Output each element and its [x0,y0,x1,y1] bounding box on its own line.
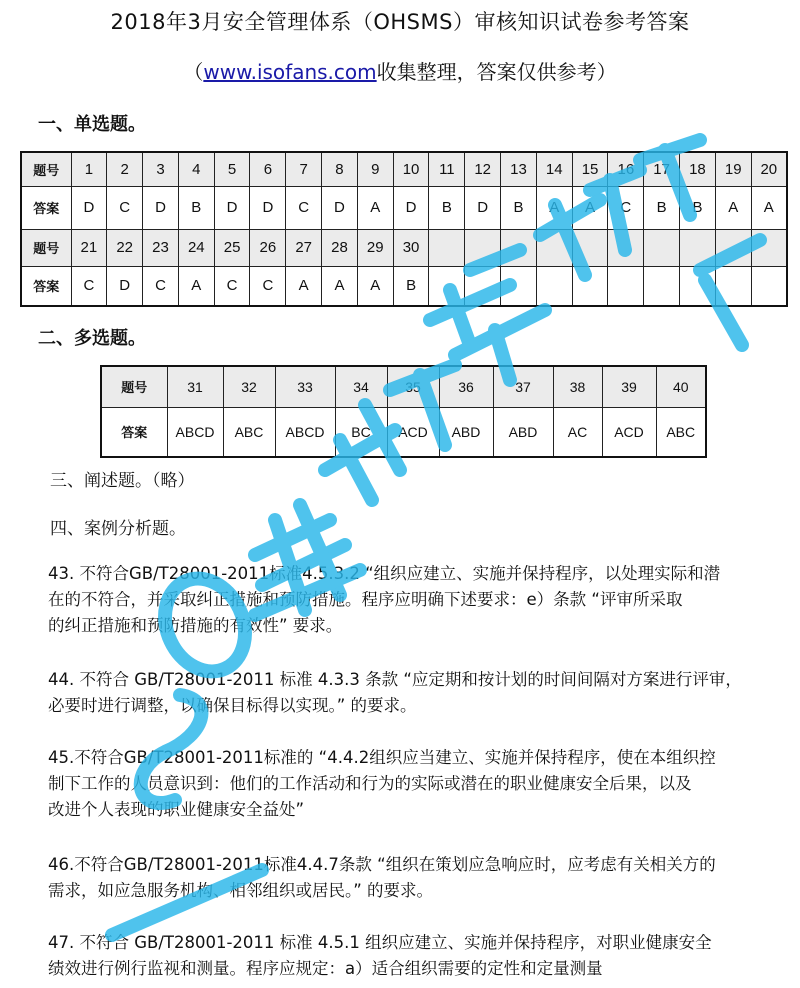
table-cell: 40 [656,366,706,407]
table-cell: C [71,266,107,306]
table-cell: 30 [393,229,429,266]
page-title: 2018年3月安全管理体系（OHSMS）审核知识试卷参考答案 [110,10,690,34]
table-cell: 35 [387,366,439,407]
table-cell: C [107,186,143,229]
table-cell: 17 [644,152,680,186]
table-cell: 4 [178,152,214,186]
table-cell: B [644,186,680,229]
case-line: 46.不符合GB/T28001-2011标准4.4.7条款 “组织在策划应急响应时，应考虑有关相关方的 [48,855,716,874]
table-cell: 25 [214,229,250,266]
table-cell: D [107,266,143,306]
empty-cell [429,229,465,266]
table-cell: C [608,186,644,229]
empty-cell [429,266,465,306]
case-answer-q46 [48,852,778,904]
table-cell: B [680,186,716,229]
table-cell: A [715,186,751,229]
empty-cell [715,266,751,306]
table-cell: 32 [223,366,275,407]
table-cell: A [357,186,393,229]
table-cell: 16 [608,152,644,186]
table-cell: 39 [602,366,656,407]
table-cell: 22 [107,229,143,266]
table-cell: ABC [223,407,275,457]
table-cell: 36 [439,366,493,407]
table-cell: A [322,266,358,306]
multi-number-row [101,366,706,407]
table-cell: B [501,186,537,229]
table-cell: 18 [680,152,716,186]
table-cell: 21 [71,229,107,266]
table-cell: C [286,186,322,229]
table-cell: AC [553,407,602,457]
table-cell: 3 [143,152,179,186]
table-cell: ABCD [275,407,335,457]
empty-cell [608,229,644,266]
multi-choice-table [100,365,707,458]
answer-row-2-label: 答案 [21,266,71,306]
table-cell: 14 [536,152,572,186]
case-line: 改进个人表现的职业健康安全益处” [48,800,305,819]
case-line: 需求，如应急服务机构、相邻组织或居民。” 的要求。 [48,881,434,900]
section-multi-choice: 二、多选题。 [38,328,146,349]
table-cell: 24 [178,229,214,266]
table-cell: B [178,186,214,229]
table-cell: D [322,186,358,229]
table-cell: ABCD [167,407,223,457]
table-cell: A [572,186,608,229]
table-cell: 27 [286,229,322,266]
table-cell: 37 [493,366,553,407]
table-cell: 8 [322,152,358,186]
number-row-1 [21,152,787,186]
table-cell: ACD [387,407,439,457]
empty-cell [644,229,680,266]
case-answer-q47 [48,930,778,982]
case-answer-q44 [48,667,778,719]
table-cell: 7 [286,152,322,186]
subtitle-open: （ [183,60,204,84]
table-cell: 23 [143,229,179,266]
table-cell: A [178,266,214,306]
table-cell: D [214,186,250,229]
case-line: 44. 不符合 GB/T28001-2011 标准 4.3.3 条款 “应定期和按计划的时间间隔对方案进行评审， [48,670,742,689]
table-cell: D [465,186,501,229]
table-cell: 9 [357,152,393,186]
table-cell: B [393,266,429,306]
case-line: 43. 不符合GB/T28001-2011标准4.5.3.2 “组织应建立、实施并保持程序，以处理实际和潜 [48,564,721,583]
answer-row-1 [21,186,787,229]
case-line: 绩效进行例行监视和测量。程序应规定：a）适合组织需要的定性和定量测量 [48,959,603,978]
number-row-1-label: 题号 [21,152,71,186]
empty-cell [465,229,501,266]
table-cell: ABC [656,407,706,457]
table-cell: BC [335,407,387,457]
table-cell: 34 [335,366,387,407]
section-single-choice: 一、单选题。 [38,114,146,135]
table-cell: 1 [71,152,107,186]
table-cell: D [143,186,179,229]
table-cell: A [536,186,572,229]
table-cell: 38 [553,366,602,407]
section-case-analysis: 四、案例分析题。 [50,519,186,539]
multi-number-row-label: 题号 [101,366,167,407]
table-cell: 6 [250,152,286,186]
table-cell: ACD [602,407,656,457]
table-cell: 12 [465,152,501,186]
case-answer-q43 [48,561,778,639]
table-cell: 33 [275,366,335,407]
multi-answer-row [101,407,706,457]
answer-row-1-label: 答案 [21,186,71,229]
empty-cell [751,266,787,306]
table-cell: ABD [439,407,493,457]
number-row-2 [21,229,787,266]
table-cell: 20 [751,152,787,186]
table-cell: B [429,186,465,229]
empty-cell [536,229,572,266]
table-cell: C [250,266,286,306]
empty-cell [501,229,537,266]
empty-cell [572,229,608,266]
number-row-2-label: 题号 [21,229,71,266]
table-cell: A [286,266,322,306]
case-line: 在的不符合，并采取纠正措施和预防措施。程序应明确下述要求：e）条款 “评审所采取 [48,590,683,609]
table-cell: A [357,266,393,306]
table-cell: 28 [322,229,358,266]
empty-cell [644,266,680,306]
table-cell: ABD [493,407,553,457]
table-cell: 10 [393,152,429,186]
case-line: 制下工作的人员意识到：他们的工作活动和行为的实际或潜在的职业健康安全后果，以及 [48,774,692,793]
source-link[interactable]: www.isofans.com [203,60,377,84]
section-essay: 三、阐述题。（略） [50,471,195,491]
empty-cell [536,266,572,306]
single-choice-table [20,151,788,307]
subtitle-rest: 收集整理，答案仅供参考） [376,60,617,84]
table-cell: 5 [214,152,250,186]
empty-cell [715,229,751,266]
table-cell: 26 [250,229,286,266]
page-subtitle [0,56,800,85]
case-answer-q45 [48,745,778,823]
table-cell: D [393,186,429,229]
table-cell: 19 [715,152,751,186]
case-line: 必要时进行调整，以确保目标得以实现。” 的要求。 [48,696,417,715]
multi-answer-row-label: 答案 [101,407,167,457]
empty-cell [501,266,537,306]
table-cell: 11 [429,152,465,186]
table-cell: D [250,186,286,229]
empty-cell [465,266,501,306]
case-line: 47. 不符合 GB/T28001-2011 标准 4.5.1 组织应建立、实施并保持程序，对职业健康安全 [48,933,712,952]
table-cell: A [751,186,787,229]
empty-cell [680,229,716,266]
table-cell: 2 [107,152,143,186]
empty-cell [608,266,644,306]
table-cell: C [214,266,250,306]
case-line: 的纠正措施和预防措施的有效性” 要求。 [48,616,343,635]
empty-cell [680,266,716,306]
case-line: 45.不符合GB/T28001-2011标准的 “4.4.2组织应当建立、实施并保持程序，使在本组织控 [48,748,716,767]
table-cell: 15 [572,152,608,186]
table-cell: 29 [357,229,393,266]
answer-row-2 [21,266,787,306]
table-cell: 13 [501,152,537,186]
table-cell: C [143,266,179,306]
empty-cell [751,229,787,266]
table-cell: 31 [167,366,223,407]
empty-cell [572,266,608,306]
table-cell: D [71,186,107,229]
